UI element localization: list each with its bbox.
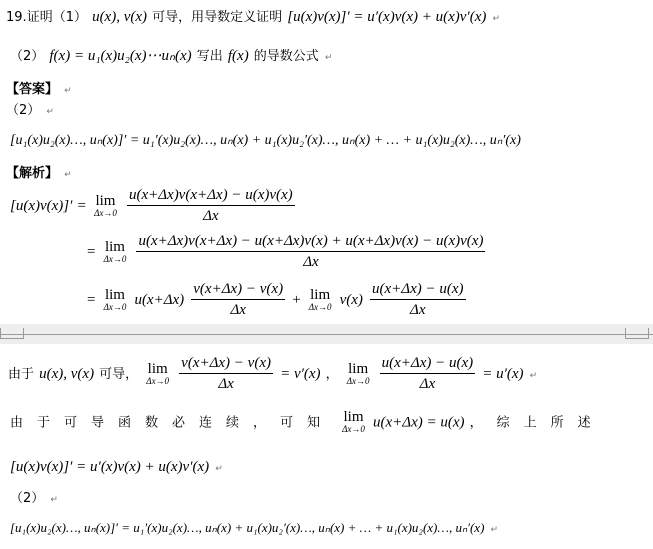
page-corner-right xyxy=(625,328,649,339)
paragraph-mark: ↵ xyxy=(529,371,538,381)
v-difference-quotient: $\frac{v(x+\Delta x) - v(x)}{\Delta x}$ xyxy=(181,355,271,392)
plus-sign: + xyxy=(292,292,301,308)
u-difference-quotient: $\frac{u(x+\Delta x) - u(x)}{\Delta x}$ xyxy=(372,281,464,318)
question-line-1 xyxy=(6,6,500,26)
general-product-rule: [u₁(x)u₂(x)…, uₙ(x)]′ = u₁′(x)u₂(x)…, uₙ(x) + u₁(x)u₂′(x)…, uₙ(x) + … + u₁(x)u₂(x)…, uₙ′(x) xyxy=(10,520,485,535)
page-corner-left xyxy=(0,328,24,339)
question-f: f(x) xyxy=(227,48,249,64)
answer-heading-line xyxy=(6,78,72,97)
page-break-rule xyxy=(0,334,653,335)
limit-operator: lim Δx→0 xyxy=(346,360,370,386)
product-rule-formula: [u(x)v(x)]′ = u′(x)v(x) + u(x)v′(x) xyxy=(10,459,210,475)
continuity-equation: u(x+Δx) = u(x) xyxy=(372,414,465,431)
functions: u(x), v(x) xyxy=(39,366,95,382)
answer-heading: 【答案】 xyxy=(6,82,59,97)
question-product-rule: [u(x)v(x)]′ = u′(x)v(x) + u(x)v′(x) xyxy=(287,9,487,25)
difference-quotient: $\frac{u(x+\Delta x)v(x+\Delta x) - u(x)v(x)}{\Delta x}$ xyxy=(128,187,293,224)
paragraph-mark: ↵ xyxy=(492,14,500,24)
page-break xyxy=(0,324,653,344)
question-f-definition: f(x) = u₁(x)u₂(x)⋯uₙ(x) xyxy=(49,48,192,64)
paragraph-mark: ↵ xyxy=(215,464,223,474)
answer-formula: [u₁(x)u₂(x)…, uₙ(x)]′ = u₁′(x)u₂(x)…, uₙ(x) + u₁(x)u₂′(x)…, uₙ(x) + … + u₁(x)u₂(x)…, uₙ′(x) xyxy=(10,133,521,148)
question-text: 的导数公式 xyxy=(253,49,319,64)
v-prime-result: = v′(x) xyxy=(280,366,321,382)
expanded-quotient: $\frac{u(x+\Delta x)v(x+\Delta x) - u(x+\Delta x)v(x) + u(x+\Delta x)v(x) - u(x)v(x)}{\Delta x}$ xyxy=(138,233,484,270)
continuity-paragraph xyxy=(8,354,537,393)
paragraph-mark: ↵ xyxy=(64,86,72,96)
paragraph-mark: ↵ xyxy=(46,107,54,117)
text: 可导， xyxy=(99,367,139,382)
equals-sign: = xyxy=(87,244,96,260)
answer-part-line xyxy=(6,99,54,118)
question-line-2 xyxy=(10,45,332,65)
v-difference-quotient: $\frac{v(x+\Delta x) - v(x)}{\Delta x}$ xyxy=(193,281,284,318)
derivation-step-3 xyxy=(87,280,468,319)
text: 由于可导函数必连续，可知 xyxy=(10,415,335,431)
part-2-label-line xyxy=(10,487,58,506)
limit-operator: lim Δx→0 xyxy=(308,286,332,312)
u-prime-result: = u′(x) xyxy=(482,366,524,382)
answer-formula-line xyxy=(10,132,521,149)
question-functions: u(x), v(x) xyxy=(92,9,148,25)
limit-operator: lim Δx→0 xyxy=(103,238,127,264)
product-rule-result xyxy=(10,456,223,476)
question-text: 写出 xyxy=(196,49,223,64)
conclusion-paragraph xyxy=(10,410,605,434)
analysis-heading: 【解析】 xyxy=(6,166,59,181)
v-of-x: v(x) xyxy=(339,292,363,308)
paragraph-mark: ↵ xyxy=(50,495,58,505)
derivation-step-2 xyxy=(87,232,487,271)
general-product-rule-line xyxy=(10,517,498,536)
limit-operator: lim Δx→0 xyxy=(342,409,365,434)
equals-sign: = xyxy=(77,198,86,214)
question-part-2-label: （2） xyxy=(10,49,45,64)
equals-sign: = xyxy=(87,292,96,308)
question-part-1-label: 证明（1） xyxy=(26,10,87,25)
comma: ， xyxy=(325,367,339,382)
question-text: 可导，用导数定义证明 xyxy=(152,10,283,25)
u-shifted: u(x+Δx) xyxy=(134,292,185,308)
paragraph-mark: ↵ xyxy=(490,525,499,535)
part-2-label: （2） xyxy=(10,491,45,506)
text: ，综上所述 xyxy=(469,415,605,431)
derivative-lhs: [u(x)v(x)]′ xyxy=(10,198,73,214)
limit-operator: lim Δx→0 xyxy=(146,360,170,386)
analysis-heading-line xyxy=(6,162,72,181)
paragraph-mark: ↵ xyxy=(64,170,72,180)
text: 由于 xyxy=(8,367,35,382)
limit-operator: lim Δx→0 xyxy=(103,286,127,312)
question-number: 19. xyxy=(6,10,27,25)
answer-part-label: （2） xyxy=(6,103,41,118)
u-difference-quotient: $\frac{u(x+\Delta x) - u(x)}{\Delta x}$ xyxy=(381,355,474,392)
limit-operator: lim Δx→0 xyxy=(94,192,117,218)
derivation-step-1 xyxy=(10,186,297,225)
paragraph-mark: ↵ xyxy=(324,53,333,63)
